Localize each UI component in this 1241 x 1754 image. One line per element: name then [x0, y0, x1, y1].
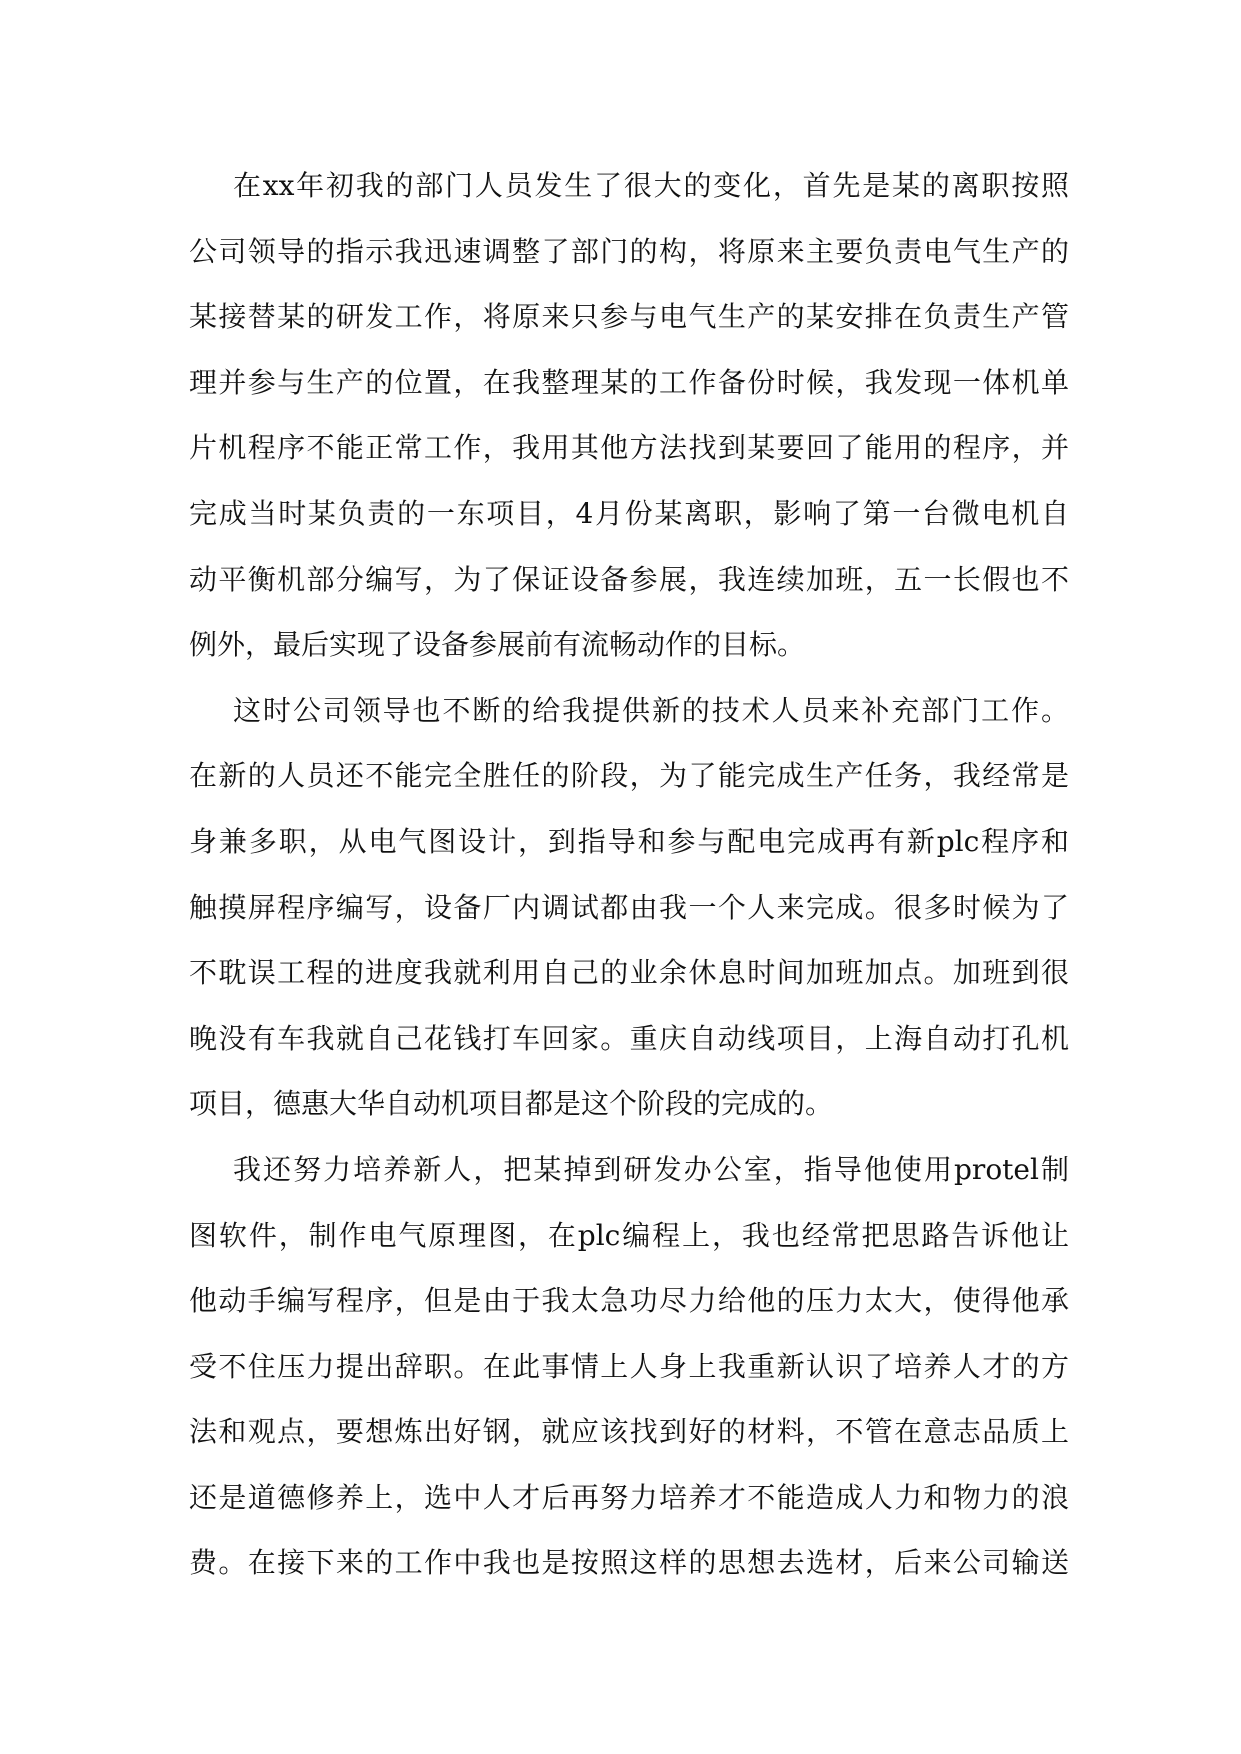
text-line: 还是道德修养上，选中人才后再努力培养才不能造成人力和物力的浪	[189, 1480, 1069, 1514]
text-line: 公司领导的指示我迅速调整了部门的构，将原来主要负责电气生产的	[189, 234, 1069, 268]
text-line: 法和观点，要想炼出好钢，就应该找到好的材料，不管在意志品质上	[189, 1415, 1069, 1449]
text-line: 费。在接下来的工作中我也是按照这样的思想去选材，后来公司输送	[189, 1546, 1069, 1580]
text-line: 身兼多职，从电气图设计，到指导和参与配电完成再有新plc程序和	[189, 824, 1069, 858]
text-line: 晚没有车我就自己花钱打车回家。重庆自动线项目，上海自动打孔机	[189, 1021, 1069, 1055]
text-line: 例外，最后实现了设备参展前有流畅动作的目标。	[189, 628, 806, 662]
document-body	[189, 153, 1069, 1596]
text-line: 触摸屏程序编写，设备厂内调试都由我一个人来完成。很多时候为了	[189, 890, 1069, 924]
text-line: 某接替某的研发工作，将原来只参与电气生产的某安排在负责生产管	[189, 300, 1069, 334]
text-line: 在xx年初我的部门人员发生了很大的变化，首先是某的离职按照	[233, 169, 1069, 202]
text-line: 我还努力培养新人，把某掉到研发办公室，指导他使用protel制	[233, 1152, 1069, 1186]
text-line: 不耽误工程的进度我就利用自己的业余休息时间加班加点。加班到很	[189, 956, 1069, 990]
paragraph-1	[189, 153, 1069, 678]
text-line: 片机程序不能正常工作，我用其他方法找到某要回了能用的程序，并	[189, 431, 1069, 465]
paragraph-2	[189, 678, 1069, 1137]
text-line: 这时公司领导也不断的给我提供新的技术人员来补充部门工作。	[233, 693, 1069, 727]
paragraph-3	[189, 1137, 1069, 1596]
text-line: 在新的人员还不能完全胜任的阶段，为了能完成生产任务，我经常是	[189, 759, 1069, 793]
text-line: 他动手编写程序，但是由于我太急功尽力给他的压力太大，使得他承	[189, 1284, 1069, 1318]
text-line: 理并参与生产的位置，在我整理某的工作备份时候，我发现一体机单	[189, 365, 1069, 399]
text-line: 图软件，制作电气原理图，在plc编程上，我也经常把思路告诉他让	[189, 1218, 1069, 1252]
text-line: 完成当时某负责的一东项目，4月份某离职，影响了第一台微电机自	[189, 496, 1069, 530]
text-line: 项目，德惠大华自动机项目都是这个阶段的完成的。	[189, 1087, 834, 1121]
text-line: 动平衡机部分编写，为了保证设备参展，我连续加班，五一长假也不	[189, 562, 1069, 596]
text-line: 受不住压力提出辞职。在此事情上人身上我重新认识了培养人才的方	[189, 1349, 1069, 1383]
